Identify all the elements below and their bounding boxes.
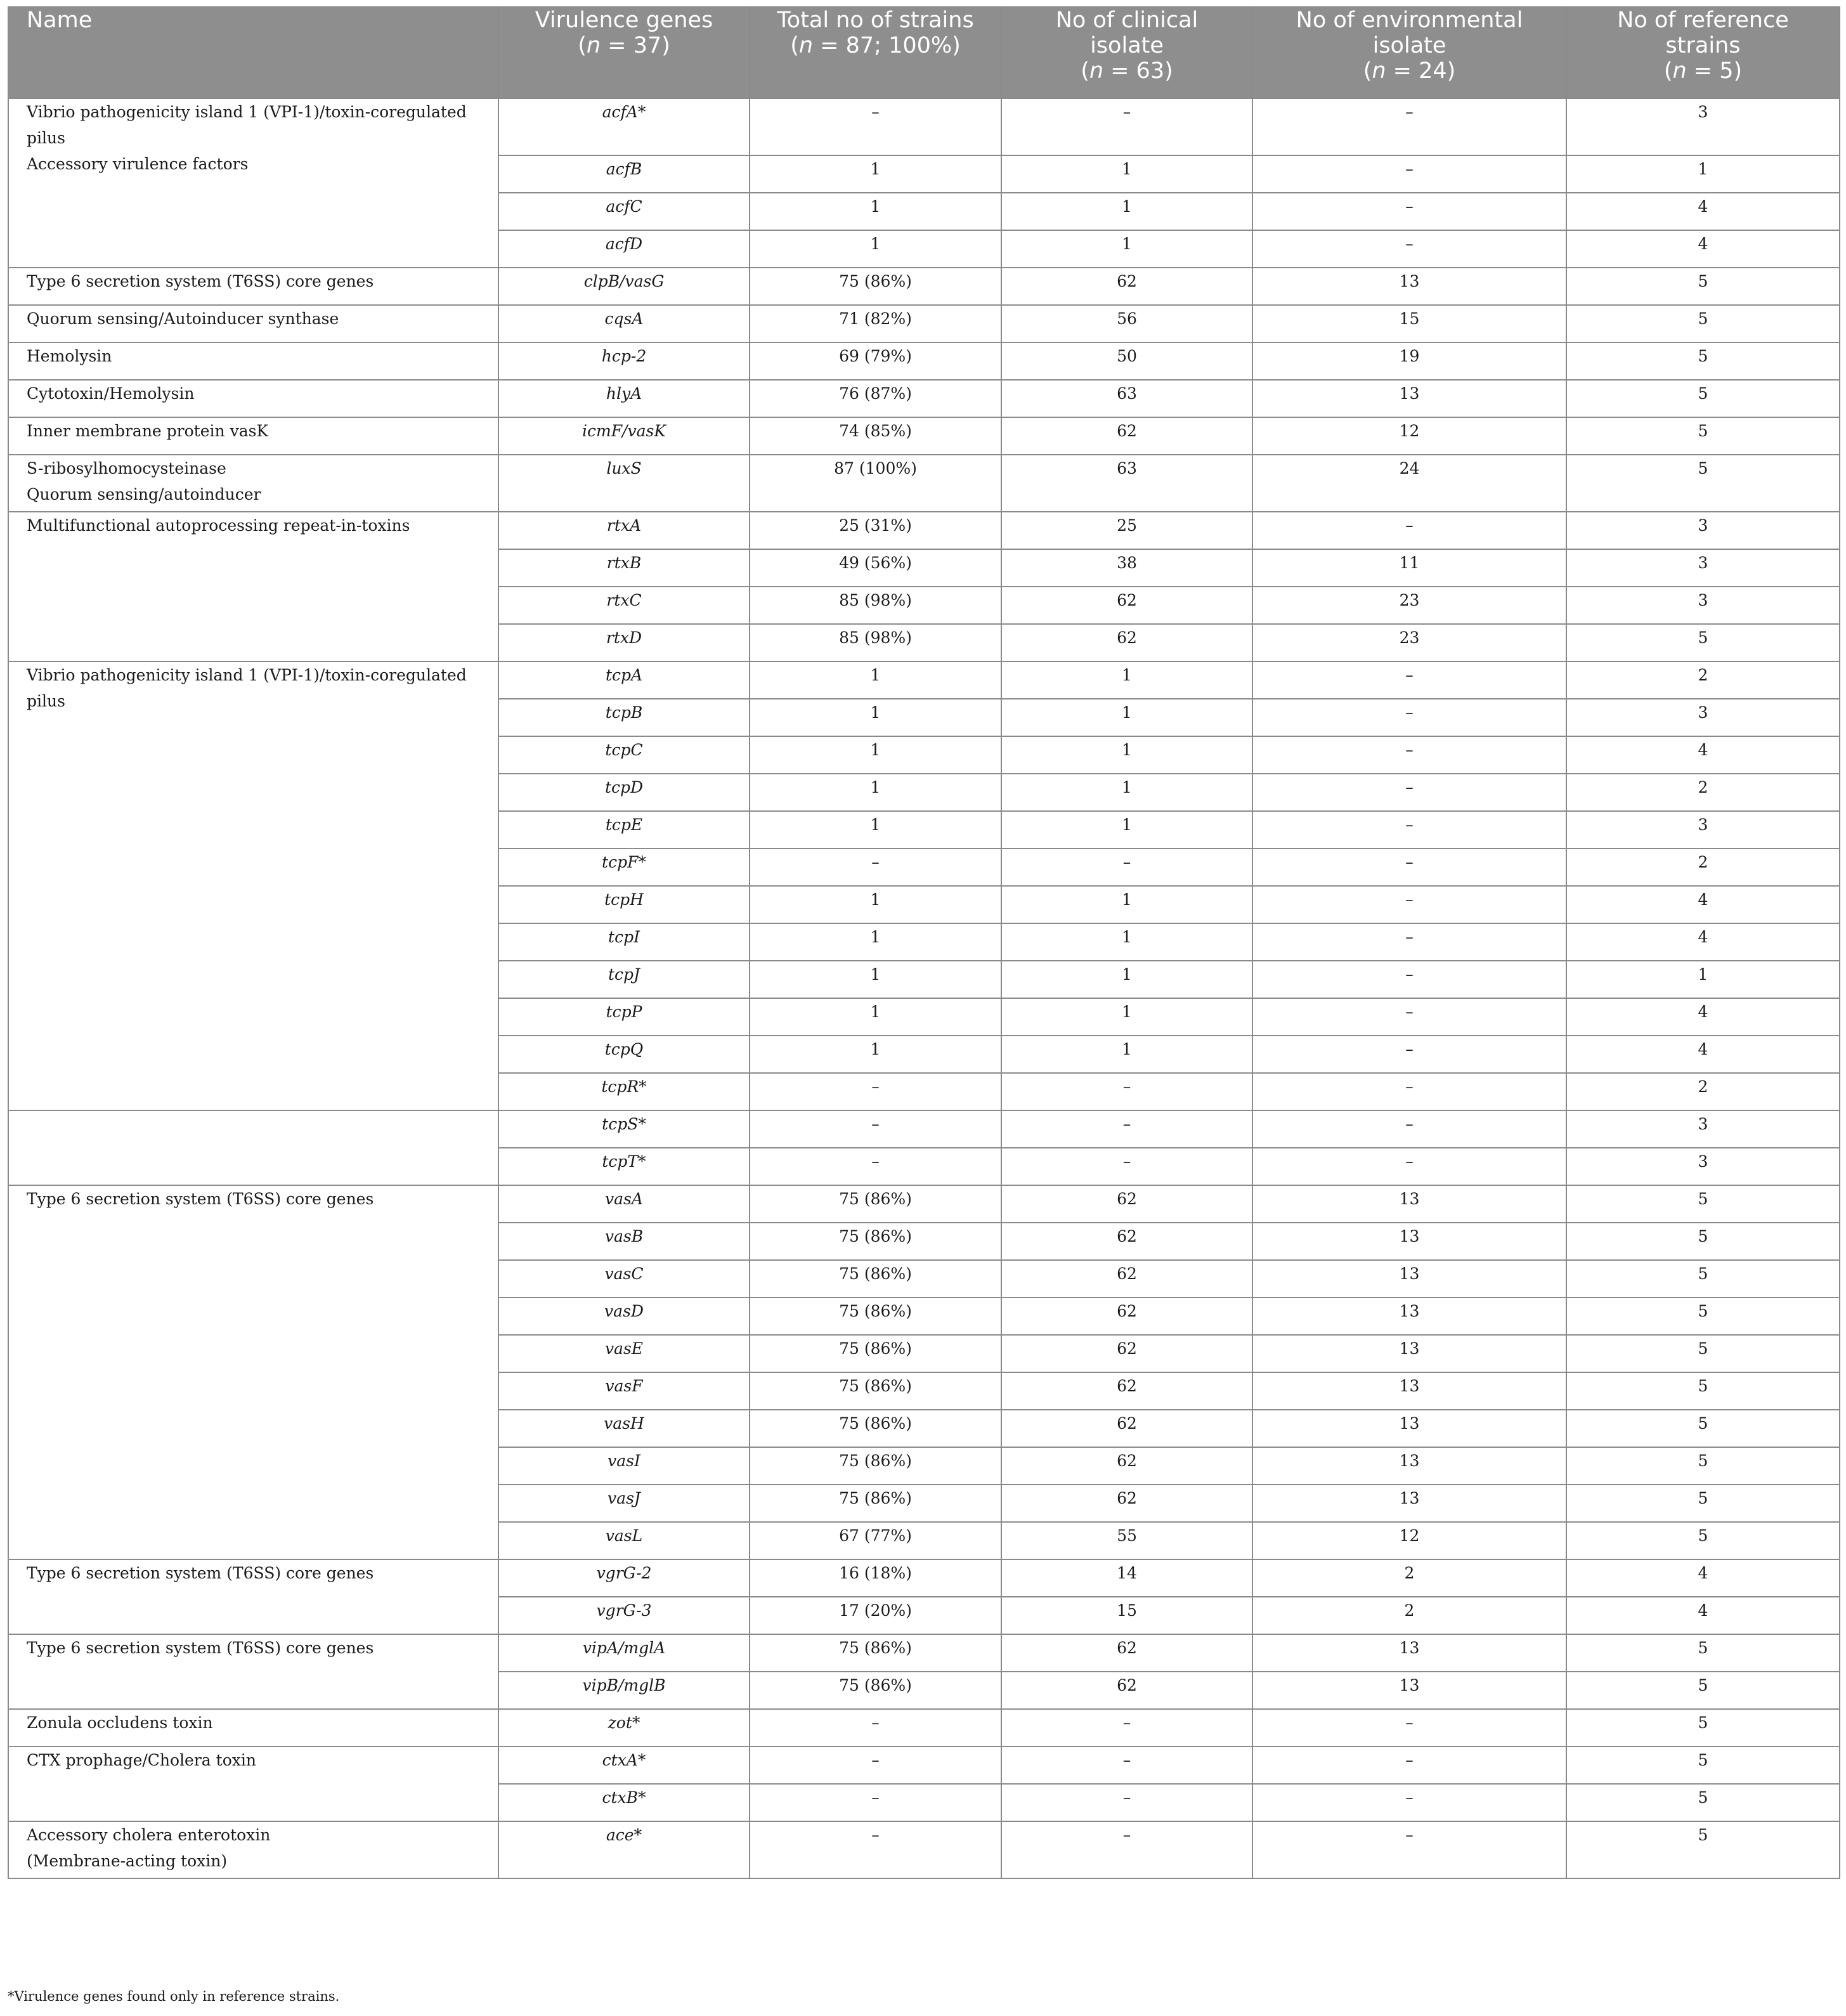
gene-cell: acfD (498, 230, 750, 268)
group-name-line: Hemolysin (27, 347, 112, 365)
group-name-cell (8, 1821, 498, 1878)
total-cell: – (750, 1073, 1001, 1110)
clinical-cell: 63 (1001, 380, 1252, 417)
total-cell: 1 (750, 1036, 1001, 1073)
group-name-cell (8, 512, 498, 661)
environmental-cell: 11 (1252, 549, 1566, 587)
gene-cell: tcpP (498, 998, 750, 1036)
environmental-cell: – (1252, 699, 1566, 736)
total-cell: 75 (86%) (750, 1297, 1001, 1335)
group-name-line: Type 6 secretion system (T6SS) core genes (27, 1564, 374, 1582)
gene-cell: tcpD (498, 774, 750, 811)
total-cell: – (750, 1746, 1001, 1784)
environmental-cell: 13 (1252, 1372, 1566, 1410)
reference-cell: 5 (1566, 1335, 1840, 1372)
group-name-cell (8, 98, 498, 268)
clinical-cell: – (1001, 1148, 1252, 1185)
group-name-line: Cytotoxin/Hemolysin (27, 384, 195, 403)
gene-cell: vasJ (498, 1485, 750, 1522)
group-name-line: Vibrio pathogenicity island 1 (VPI-1)/toxin-coregulated pilus (27, 103, 467, 147)
reference-cell: 5 (1566, 1260, 1840, 1297)
reference-cell: 5 (1566, 380, 1840, 417)
total-cell: 1 (750, 661, 1001, 699)
clinical-cell: 1 (1001, 736, 1252, 774)
reference-cell: 5 (1566, 1821, 1840, 1878)
total-cell: – (750, 1784, 1001, 1821)
gene-cell: tcpS* (498, 1110, 750, 1148)
environmental-cell: 19 (1252, 342, 1566, 380)
table-row (8, 342, 1840, 380)
total-cell: 75 (86%) (750, 268, 1001, 305)
total-cell: 71 (82%) (750, 305, 1001, 342)
clinical-cell: – (1001, 1784, 1252, 1821)
clinical-cell: 63 (1001, 455, 1252, 512)
reference-cell: 4 (1566, 1036, 1840, 1073)
total-cell: 17 (20%) (750, 1597, 1001, 1634)
environmental-cell: 2 (1252, 1559, 1566, 1597)
reference-cell: 5 (1566, 1185, 1840, 1223)
gene-cell: rtxD (498, 624, 750, 661)
clinical-cell: 62 (1001, 1634, 1252, 1672)
total-cell: – (750, 1148, 1001, 1185)
gene-cell: tcpC (498, 736, 750, 774)
group-name-cell (8, 380, 498, 417)
group-name-cell (8, 1185, 498, 1559)
gene-cell: acfC (498, 193, 750, 230)
reference-cell: 4 (1566, 923, 1840, 961)
total-cell: 87 (100%) (750, 455, 1001, 512)
gene-cell: vasI (498, 1447, 750, 1485)
clinical-cell: 62 (1001, 1185, 1252, 1223)
environmental-cell: 13 (1252, 1447, 1566, 1485)
clinical-cell: 1 (1001, 774, 1252, 811)
group-name-line: Inner membrane protein vasK (27, 422, 269, 440)
group-name-line: Vibrio pathogenicity island 1 (VPI-1)/toxin-coregulated pilus (27, 666, 467, 710)
gene-cell: vasL (498, 1522, 750, 1559)
table-container (8, 6, 1839, 1879)
total-cell: 1 (750, 961, 1001, 998)
header-clinical-isolate: No of clinical isolate (n = 63) (1001, 7, 1252, 98)
clinical-cell: – (1001, 1746, 1252, 1784)
total-cell: 1 (750, 736, 1001, 774)
total-cell: 1 (750, 699, 1001, 736)
group-name-line: Zonula occludens toxin (27, 1714, 213, 1732)
reference-cell: 4 (1566, 1559, 1840, 1597)
environmental-cell: 13 (1252, 380, 1566, 417)
total-cell: – (750, 1709, 1001, 1746)
reference-cell: 5 (1566, 1410, 1840, 1447)
clinical-cell: 62 (1001, 1447, 1252, 1485)
total-cell: 75 (86%) (750, 1634, 1001, 1672)
group-name-cell (8, 417, 498, 455)
environmental-cell: 13 (1252, 1410, 1566, 1447)
gene-cell: icmF/vasK (498, 417, 750, 455)
clinical-cell: 15 (1001, 1597, 1252, 1634)
environmental-cell: – (1252, 998, 1566, 1036)
table-row (8, 1709, 1840, 1746)
total-cell: 75 (86%) (750, 1447, 1001, 1485)
header-environmental-isolate: No of environmental isolate (n = 24) (1252, 7, 1566, 98)
gene-cell: rtxC (498, 587, 750, 624)
clinical-cell: 62 (1001, 268, 1252, 305)
table-row (8, 512, 1840, 549)
group-name-cell (8, 1746, 498, 1821)
total-cell: 85 (98%) (750, 587, 1001, 624)
total-cell: 1 (750, 998, 1001, 1036)
gene-cell: tcpB (498, 699, 750, 736)
clinical-cell: – (1001, 849, 1252, 886)
gene-cell: vasC (498, 1260, 750, 1297)
reference-cell: 5 (1566, 1485, 1840, 1522)
clinical-cell: 1 (1001, 811, 1252, 849)
clinical-cell: 55 (1001, 1522, 1252, 1559)
total-cell: 75 (86%) (750, 1260, 1001, 1297)
reference-cell: 5 (1566, 1522, 1840, 1559)
total-cell: 75 (86%) (750, 1185, 1001, 1223)
environmental-cell: – (1252, 774, 1566, 811)
reference-cell: 5 (1566, 1634, 1840, 1672)
table-row (8, 1185, 1840, 1223)
reference-cell: 2 (1566, 661, 1840, 699)
total-cell: 69 (79%) (750, 342, 1001, 380)
reference-cell: 5 (1566, 1297, 1840, 1335)
gene-cell: vipA/mglA (498, 1634, 750, 1672)
gene-cell: rtxB (498, 549, 750, 587)
environmental-cell: 12 (1252, 1522, 1566, 1559)
clinical-cell: 62 (1001, 1372, 1252, 1410)
environmental-cell: 13 (1252, 1485, 1566, 1522)
reference-cell: 4 (1566, 736, 1840, 774)
clinical-cell: 1 (1001, 661, 1252, 699)
clinical-cell: – (1001, 1821, 1252, 1878)
reference-cell: 5 (1566, 268, 1840, 305)
environmental-cell: – (1252, 193, 1566, 230)
group-name-cell (8, 342, 498, 380)
clinical-cell: 1 (1001, 998, 1252, 1036)
gene-cell: tcpA (498, 661, 750, 699)
total-cell: – (750, 849, 1001, 886)
gene-cell: clpB/vasG (498, 268, 750, 305)
gene-cell: vasF (498, 1372, 750, 1410)
clinical-cell: 1 (1001, 155, 1252, 193)
table-row (8, 661, 1840, 699)
group-name-line: Type 6 secretion system (T6SS) core genes (27, 1639, 374, 1657)
group-name-line: Type 6 secretion system (T6SS) core genes (27, 272, 374, 290)
reference-cell: 3 (1566, 1110, 1840, 1148)
environmental-cell: – (1252, 1709, 1566, 1746)
reference-cell: 5 (1566, 624, 1840, 661)
gene-cell: vgrG-2 (498, 1559, 750, 1597)
gene-cell: tcpJ (498, 961, 750, 998)
environmental-cell: 13 (1252, 1335, 1566, 1372)
gene-cell: acfB (498, 155, 750, 193)
table-body (8, 98, 1840, 1878)
total-cell: 1 (750, 155, 1001, 193)
reference-cell: 3 (1566, 512, 1840, 549)
environmental-cell: – (1252, 1148, 1566, 1185)
reference-cell: 2 (1566, 849, 1840, 886)
total-cell: 1 (750, 886, 1001, 923)
reference-cell: 5 (1566, 342, 1840, 380)
reference-cell: 5 (1566, 1672, 1840, 1709)
table-row (8, 1746, 1840, 1784)
total-cell: 1 (750, 923, 1001, 961)
table-row (8, 1634, 1840, 1672)
total-cell: 85 (98%) (750, 624, 1001, 661)
table-row (8, 305, 1840, 342)
environmental-cell: 2 (1252, 1597, 1566, 1634)
environmental-cell: 23 (1252, 624, 1566, 661)
environmental-cell: – (1252, 512, 1566, 549)
reference-cell: 4 (1566, 886, 1840, 923)
gene-cell: tcpR* (498, 1073, 750, 1110)
reference-cell: 5 (1566, 1447, 1840, 1485)
group-name-cell (8, 661, 498, 1110)
environmental-cell: – (1252, 736, 1566, 774)
total-cell: 1 (750, 774, 1001, 811)
table-footnote: *Virulence genes found only in reference strains. (8, 1989, 340, 2004)
gene-cell: hcp-2 (498, 342, 750, 380)
gene-cell: luxS (498, 455, 750, 512)
table-row (8, 417, 1840, 455)
gene-cell: vasB (498, 1223, 750, 1260)
clinical-cell: 62 (1001, 1223, 1252, 1260)
gene-cell: hlyA (498, 380, 750, 417)
clinical-cell: 1 (1001, 1036, 1252, 1073)
reference-cell: 1 (1566, 961, 1840, 998)
total-cell: 74 (85%) (750, 417, 1001, 455)
table-row (8, 1110, 1840, 1148)
environmental-cell: – (1252, 849, 1566, 886)
environmental-cell: – (1252, 923, 1566, 961)
reference-cell: 5 (1566, 1223, 1840, 1260)
reference-cell: 3 (1566, 587, 1840, 624)
group-name-line: Quorum sensing/Autoinducer synthase (27, 309, 339, 328)
environmental-cell: – (1252, 886, 1566, 923)
total-cell: 25 (31%) (750, 512, 1001, 549)
gene-cell: vasH (498, 1410, 750, 1447)
clinical-cell: 1 (1001, 886, 1252, 923)
environmental-cell: 23 (1252, 587, 1566, 624)
reference-cell: 3 (1566, 811, 1840, 849)
clinical-cell: 62 (1001, 1297, 1252, 1335)
gene-cell: rtxA (498, 512, 750, 549)
table-row (8, 380, 1840, 417)
environmental-cell: 13 (1252, 1185, 1566, 1223)
group-name-cell (8, 305, 498, 342)
header-reference-strains: No of reference strains (n = 5) (1566, 7, 1840, 98)
environmental-cell: 13 (1252, 1672, 1566, 1709)
reference-cell: 4 (1566, 193, 1840, 230)
reference-cell: 3 (1566, 699, 1840, 736)
group-name-line: Type 6 secretion system (T6SS) core genes (27, 1190, 374, 1208)
table-row (8, 268, 1840, 305)
virulence-genes-table (8, 6, 1840, 1879)
clinical-cell: 50 (1001, 342, 1252, 380)
clinical-cell: 1 (1001, 699, 1252, 736)
clinical-cell: 62 (1001, 624, 1252, 661)
environmental-cell: 15 (1252, 305, 1566, 342)
environmental-cell: 13 (1252, 1260, 1566, 1297)
total-cell: 16 (18%) (750, 1559, 1001, 1597)
reference-cell: 3 (1566, 1148, 1840, 1185)
environmental-cell: 13 (1252, 1297, 1566, 1335)
group-name-line: (Membrane-acting toxin) (27, 1852, 228, 1870)
group-name-line: Multifunctional autoprocessing repeat-in-toxins (27, 516, 410, 535)
reference-cell: 5 (1566, 1372, 1840, 1410)
environmental-cell: – (1252, 1784, 1566, 1821)
environmental-cell: – (1252, 1821, 1566, 1878)
header-name: Name (8, 7, 498, 98)
clinical-cell: 25 (1001, 512, 1252, 549)
environmental-cell: – (1252, 1036, 1566, 1073)
environmental-cell: – (1252, 961, 1566, 998)
reference-cell: 2 (1566, 774, 1840, 811)
group-name-line: CTX prophage/Cholera toxin (27, 1751, 256, 1769)
environmental-cell: – (1252, 1746, 1566, 1784)
total-cell: – (750, 1110, 1001, 1148)
gene-cell: acfA* (498, 98, 750, 155)
environmental-cell: 12 (1252, 417, 1566, 455)
gene-cell: vgrG-3 (498, 1597, 750, 1634)
reference-cell: 2 (1566, 1073, 1840, 1110)
group-name-line: Accessory virulence factors (27, 155, 249, 173)
clinical-cell: – (1001, 1110, 1252, 1148)
clinical-cell: 62 (1001, 1485, 1252, 1522)
group-name-cell (8, 455, 498, 512)
reference-cell: 4 (1566, 1597, 1840, 1634)
environmental-cell: – (1252, 155, 1566, 193)
table-row (8, 98, 1840, 155)
environmental-cell: 13 (1252, 1223, 1566, 1260)
total-cell: 1 (750, 193, 1001, 230)
environmental-cell: – (1252, 661, 1566, 699)
reference-cell: 5 (1566, 1784, 1840, 1821)
total-cell: 75 (86%) (750, 1485, 1001, 1522)
total-cell: – (750, 98, 1001, 155)
group-name-cell (8, 1110, 498, 1185)
clinical-cell: – (1001, 1073, 1252, 1110)
reference-cell: 5 (1566, 1746, 1840, 1784)
total-cell: 1 (750, 230, 1001, 268)
header-virulence-genes: Virulence genes (n = 37) (498, 7, 750, 98)
clinical-cell: 56 (1001, 305, 1252, 342)
reference-cell: 5 (1566, 1709, 1840, 1746)
total-cell: – (750, 1821, 1001, 1878)
total-cell: 75 (86%) (750, 1372, 1001, 1410)
gene-cell: tcpH (498, 886, 750, 923)
clinical-cell: 62 (1001, 1335, 1252, 1372)
total-cell: 75 (86%) (750, 1223, 1001, 1260)
group-name-line: S-ribosylhomocysteinase (27, 459, 226, 478)
group-name-line: Accessory cholera enterotoxin (27, 1826, 271, 1844)
gene-cell: vasD (498, 1297, 750, 1335)
clinical-cell: 62 (1001, 1672, 1252, 1709)
gene-cell: cqsA (498, 305, 750, 342)
total-cell: 49 (56%) (750, 549, 1001, 587)
environmental-cell: – (1252, 1110, 1566, 1148)
reference-cell: 4 (1566, 998, 1840, 1036)
reference-cell: 3 (1566, 549, 1840, 587)
reference-cell: 3 (1566, 98, 1840, 155)
environmental-cell: – (1252, 98, 1566, 155)
gene-cell: tcpI (498, 923, 750, 961)
clinical-cell: 14 (1001, 1559, 1252, 1597)
total-cell: 75 (86%) (750, 1335, 1001, 1372)
reference-cell: 4 (1566, 230, 1840, 268)
clinical-cell: – (1001, 98, 1252, 155)
table-row (8, 1559, 1840, 1597)
header-row (8, 7, 1840, 98)
group-name-cell (8, 1634, 498, 1709)
clinical-cell: 1 (1001, 923, 1252, 961)
clinical-cell: 38 (1001, 549, 1252, 587)
gene-cell: tcpE (498, 811, 750, 849)
gene-cell: tcpT* (498, 1148, 750, 1185)
environmental-cell: 13 (1252, 1634, 1566, 1672)
header-total-strains: Total no of strains (n = 87; 100%) (750, 7, 1001, 98)
clinical-cell: 62 (1001, 417, 1252, 455)
gene-cell: ctxB* (498, 1784, 750, 1821)
total-cell: 1 (750, 811, 1001, 849)
reference-cell: 5 (1566, 455, 1840, 512)
group-name-line: Quorum sensing/autoinducer (27, 485, 261, 504)
clinical-cell: 1 (1001, 961, 1252, 998)
group-name-cell (8, 1559, 498, 1634)
gene-cell: vasA (498, 1185, 750, 1223)
reference-cell: 1 (1566, 155, 1840, 193)
table-row (8, 455, 1840, 512)
environmental-cell: 13 (1252, 268, 1566, 305)
gene-cell: tcpF* (498, 849, 750, 886)
clinical-cell: 62 (1001, 1260, 1252, 1297)
table-row (8, 1821, 1840, 1878)
environmental-cell: – (1252, 1073, 1566, 1110)
clinical-cell: 62 (1001, 587, 1252, 624)
environmental-cell: 24 (1252, 455, 1566, 512)
group-name-cell (8, 1709, 498, 1746)
total-cell: 75 (86%) (750, 1410, 1001, 1447)
total-cell: 76 (87%) (750, 380, 1001, 417)
gene-cell: vasE (498, 1335, 750, 1372)
environmental-cell: – (1252, 811, 1566, 849)
total-cell: 75 (86%) (750, 1672, 1001, 1709)
total-cell: 67 (77%) (750, 1522, 1001, 1559)
clinical-cell: – (1001, 1709, 1252, 1746)
group-name-cell (8, 268, 498, 305)
reference-cell: 5 (1566, 305, 1840, 342)
clinical-cell: 1 (1001, 193, 1252, 230)
clinical-cell: 1 (1001, 230, 1252, 268)
clinical-cell: 62 (1001, 1410, 1252, 1447)
gene-cell: tcpQ (498, 1036, 750, 1073)
gene-cell: zot* (498, 1709, 750, 1746)
gene-cell: vipB/mglB (498, 1672, 750, 1709)
gene-cell: ctxA* (498, 1746, 750, 1784)
gene-cell: ace* (498, 1821, 750, 1878)
reference-cell: 5 (1566, 417, 1840, 455)
environmental-cell: – (1252, 230, 1566, 268)
